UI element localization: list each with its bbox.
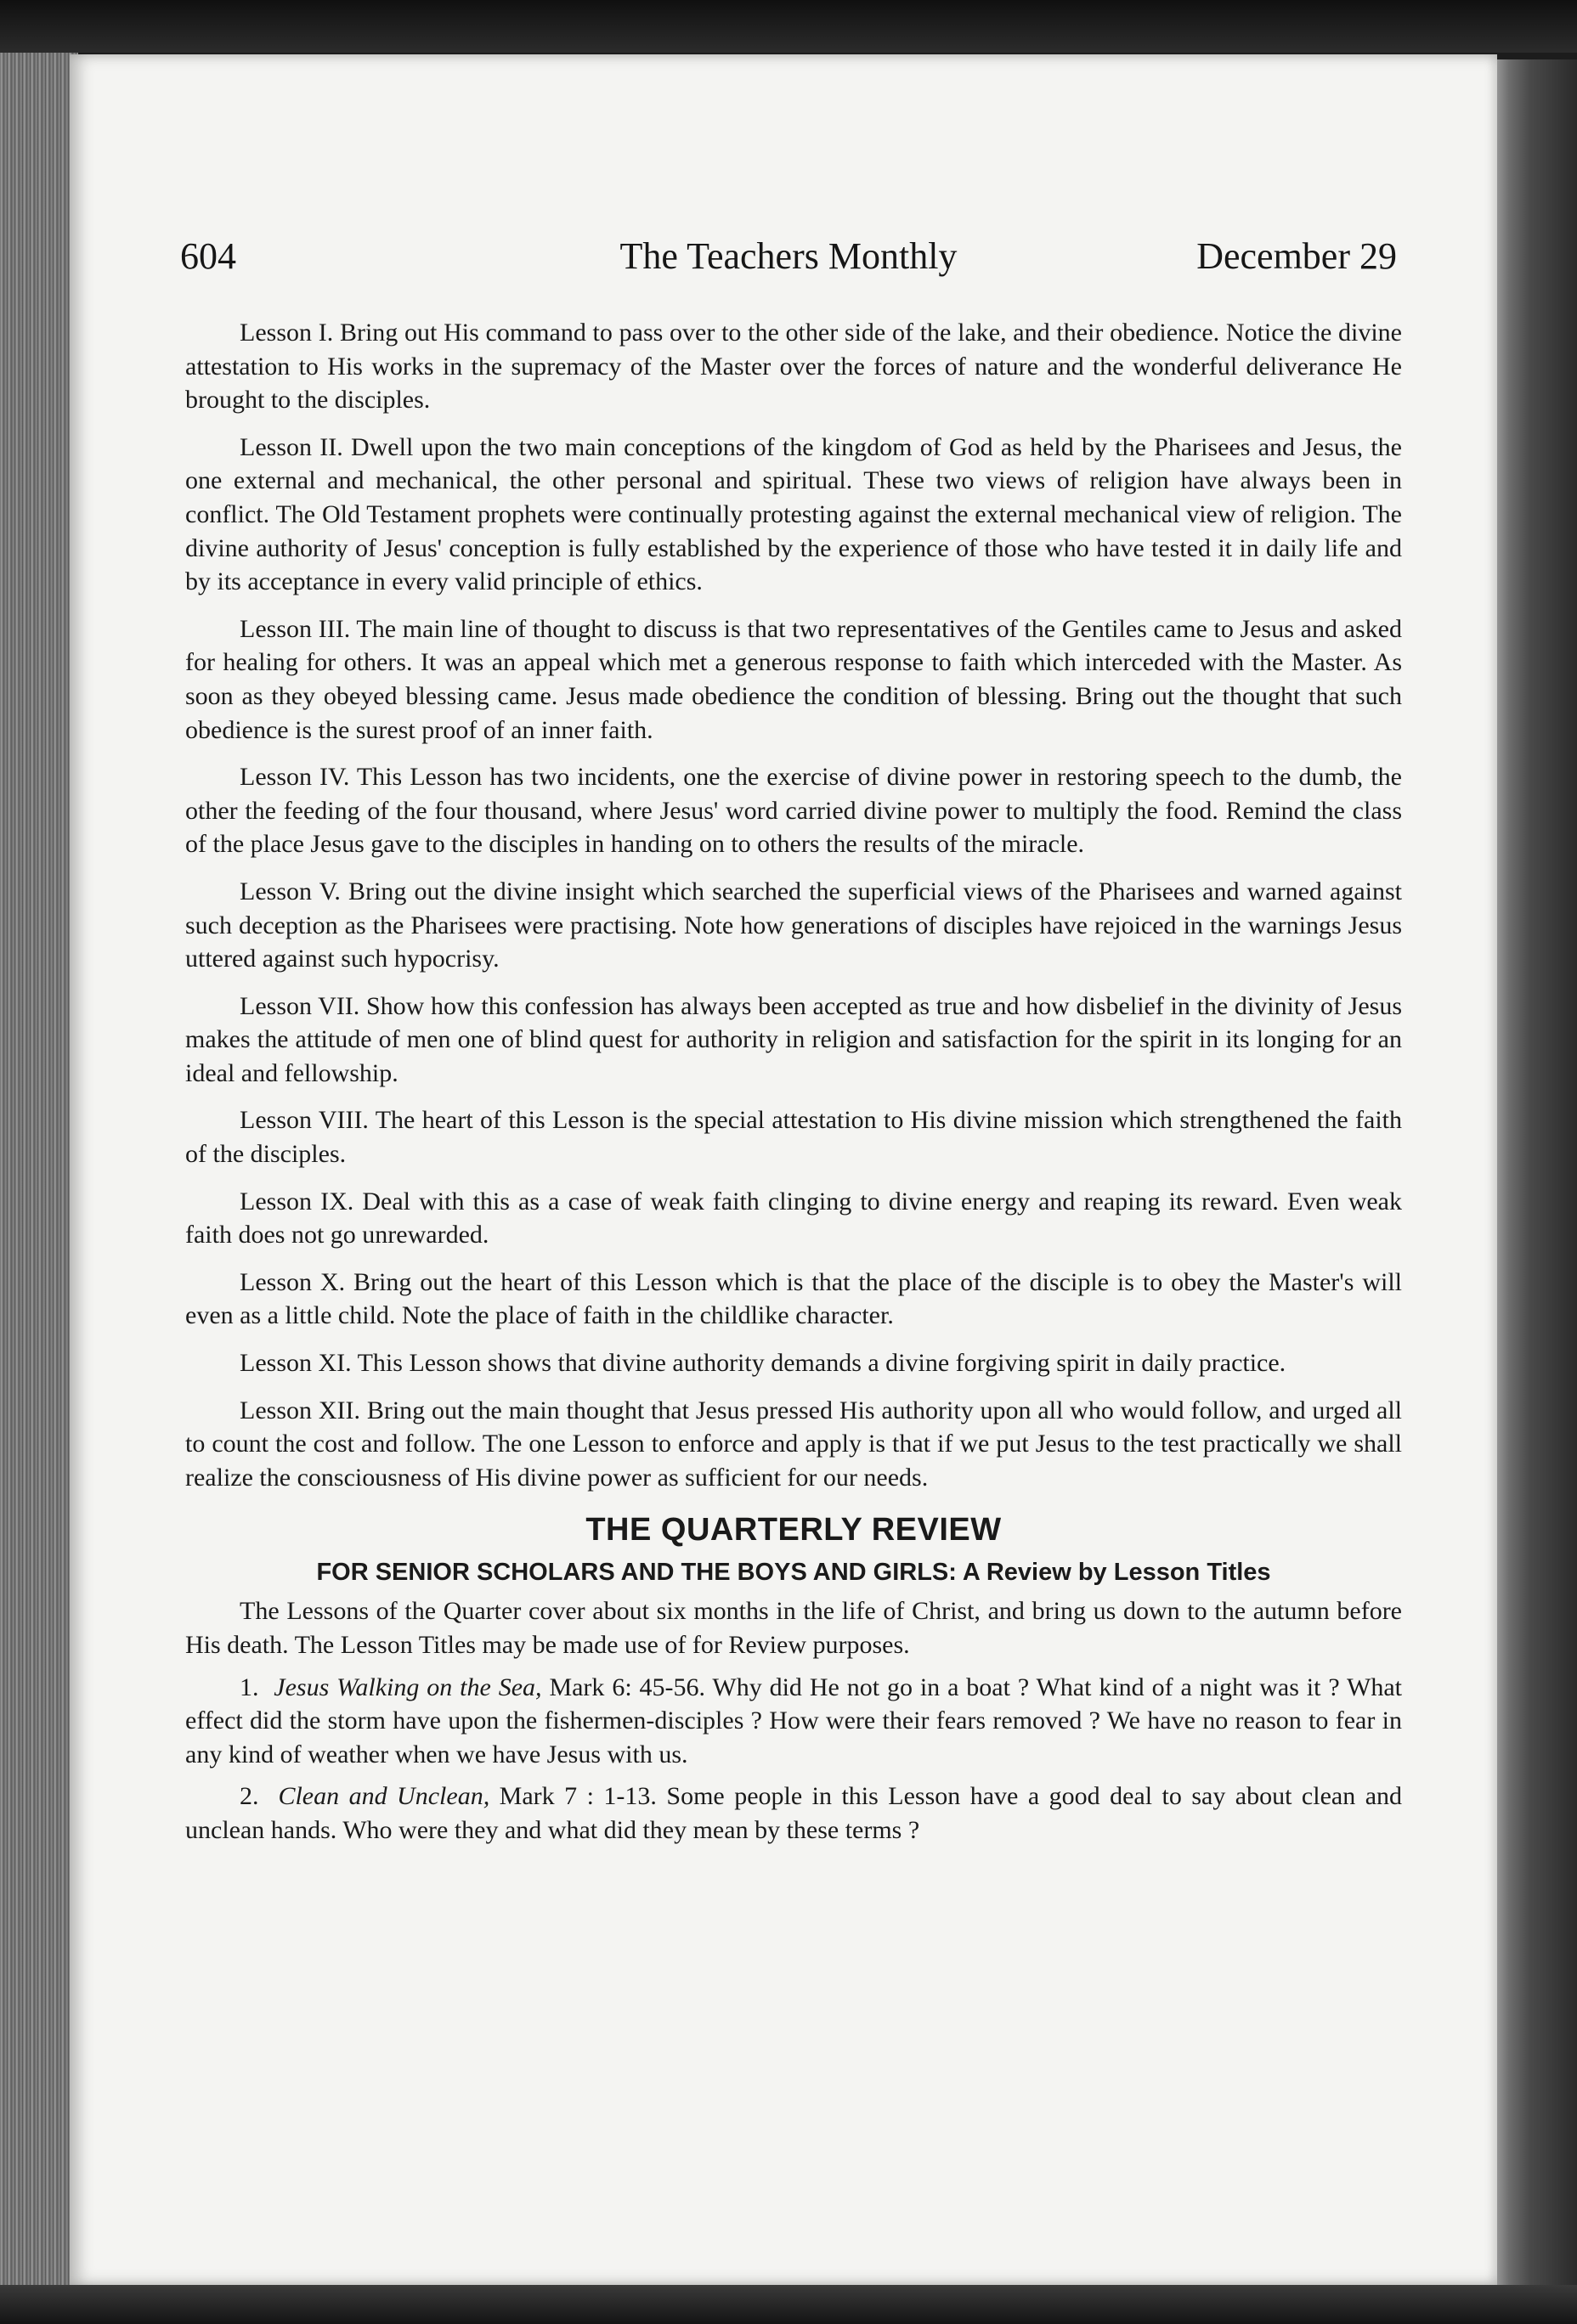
lesson-paragraph: Lesson XII. Bring out the main thought that Jesus pressed His authority upon all who would follow, and urged all to count the cost and follow. The one Lesson to enforce and apply is that if we put Jesus to the test practically we shall realize the consciousness of His divine power as sufficient for our needs. bbox=[185, 1396, 1402, 1492]
lesson-paragraph: Lesson VII. Show how this confession has always been accepted as true and how disbelief in the divinity of Jesus makes the attitude of men one of blind quest for authority in religion and satisfaction for the spirit in its longing for an ideal and fellowship. bbox=[185, 991, 1402, 1087]
lesson-paragraph: Lesson V. Bring out the divine insight which searched the superficial views of the Pharisees and warned against such deception as the Pharisees were practising. Note how generations of disciples have rejoiced in the warnings Jesus uttered against such hypocrisy. bbox=[185, 877, 1402, 973]
running-head bbox=[180, 234, 1397, 285]
book-page-edges bbox=[0, 53, 78, 2285]
review-item-text: Mark 7 : 1-13. Some people in this Lesson have a good deal to say about clean and unclean hands. Who were they and what did they mean by these terms ? bbox=[185, 1782, 1403, 1844]
review-item-text: Mark 6: 45-56. Why did He not go in a boat ? What kind of a night was it ? What effect did the storm have upon the fishermen-disciples ? How were their fears removed ? We have no reason to fear in any kind of weather when we have Jesus with us. bbox=[185, 1672, 1402, 1768]
review-item-number: 1. bbox=[240, 1672, 259, 1701]
lesson-paragraph: Lesson VIII. The heart of this Lesson is the special attestation to His divine mission which strengthened the faith of the disciples. bbox=[185, 1106, 1402, 1169]
lesson-paragraph: Lesson X. Bring out the heart of this Lesson which is that the place of the disciple is to obey the Master's will even as a little child. Note the place of faith in the childlike character. bbox=[185, 1267, 1402, 1330]
lesson-paragraph: Lesson II. Dwell upon the two main conceptions of the kingdom of God as held by the Pharisees and Jesus, the one external and mechanical, the other personal and spiritual. These two views of religion have always been in conflict. The Old Testament prophets were continually protesting against the external mechanical view of religion. The divine authority of Jesus' conception is fully established by the experience of those who have tested it in daily life and by its acceptance in every valid principle of ethics. bbox=[185, 432, 1402, 596]
lesson-paragraph: Lesson IV. This Lesson has two incidents, one the exercise of divine power in restoring speech to the dumb, the other the feeding of the four thousand, where Jesus' word carried divine power to multiply the food. Remind the class of the place Jesus gave to the disciples in handing on to others the results of the miracle. bbox=[185, 763, 1402, 859]
lesson-paragraph: Lesson XI. This Lesson shows that divine authority demands a divine forgiving spirit in daily practice. bbox=[240, 1349, 1286, 1378]
page-number: 604 bbox=[180, 235, 236, 277]
scan-top-border bbox=[0, 0, 1577, 53]
review-item bbox=[185, 1671, 1402, 1772]
lesson-paragraph: Lesson IX. Deal with this as a case of weak faith clinging to divine energy and reaping its reward. Even weak faith does not go unrewarded. bbox=[185, 1187, 1402, 1249]
lesson-paragraph: Lesson I. Bring out His command to pass over to the other side of the lake, and their obedience. Notice the divine attestation to His works in the supremacy of the Master over the forces of nature and the wonderful deliverance He brought to the disciples. bbox=[185, 319, 1402, 415]
review-item-title: Clean and Unclean, bbox=[278, 1782, 490, 1811]
review-item-title: Jesus Walking on the Sea, bbox=[274, 1672, 542, 1701]
page-body bbox=[185, 316, 1402, 1856]
book-right-edge bbox=[1495, 59, 1577, 2285]
review-item-number: 2. bbox=[240, 1782, 259, 1811]
section-subtitle: FOR SENIOR SCHOLARS AND THE BOYS AND GIRLS: A Review by Lesson Titles bbox=[316, 1559, 1271, 1587]
issue-date: December 29 bbox=[1196, 235, 1397, 277]
review-item bbox=[185, 1780, 1402, 1847]
journal-title: The Teachers Monthly bbox=[619, 235, 958, 277]
section-title: THE QUARTERLY REVIEW bbox=[585, 1512, 1002, 1548]
lesson-paragraph: Lesson III. The main line of thought to discuss is that two representatives of the Gentiles came to Jesus and asked for healing for others. It was an appeal which met a generous response to faith which interceded with the Master. As soon as they obeyed blessing came. Jesus made obedience the condition of blessing. Bring out the thought that such obedience is the surest proof of an inner faith. bbox=[185, 614, 1402, 744]
review-intro: The Lessons of the Quarter cover about six months in the life of Christ, and bring us down to the autumn before His death. The Lesson Titles may be made use of for Review purposes. bbox=[185, 1597, 1402, 1659]
scan-bottom-border bbox=[0, 2285, 1577, 2324]
